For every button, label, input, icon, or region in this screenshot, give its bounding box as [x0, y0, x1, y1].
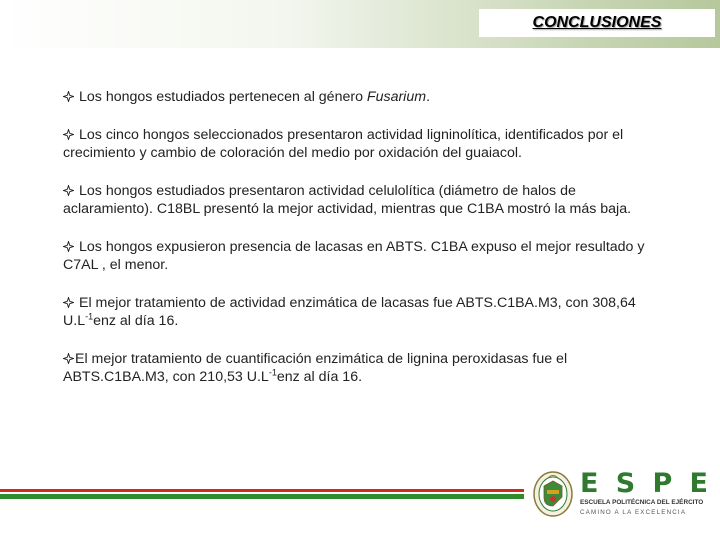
bullet-text: Los cinco hongos seleccionados presentaron actividad ligninolítica, identificados por el crecimiento y cambio de coloración del medio por oxidación del guaiacol. — [63, 126, 624, 161]
bullet-text: El mejor tratamiento de cuantificación enzimática de lignina peroxidasas fue el ABTS.C1BA.M3, con 210,53 U.L — [63, 350, 568, 385]
diamond-bullet-icon — [63, 129, 74, 140]
bullet-text: Los hongos estudiados presentaron actividad celulolítica (diámetro de halos de aclaramiento). C18BL presentó la mejor actividad, mientras que C1BA mostró la más baja. — [63, 182, 632, 217]
logo-institution-name: ESCUELA POLITÉCNICA DEL EJÉRCITO — [580, 499, 704, 506]
diamond-bullet-icon — [63, 241, 74, 252]
superscript: -1 — [85, 311, 94, 322]
footer-stripes — [0, 489, 524, 501]
logo-letter: S — [615, 467, 636, 499]
list-item — [63, 238, 655, 275]
diamond-bullet-icon — [63, 91, 74, 102]
bullet-text: Los hongos expusieron presencia de lacasas en ABTS. C1BA expuso el mejor resultado y C7AL , el menor. — [63, 238, 645, 273]
bullet-text-end: enz al día 16. — [276, 369, 363, 385]
list-item — [63, 350, 655, 387]
list-item — [63, 294, 655, 331]
logo-letter: E — [689, 467, 708, 499]
espe-wordmark — [580, 468, 708, 498]
page-title: CONCLUSIONES — [532, 14, 662, 31]
bullet-text-end: enz al día 16. — [93, 313, 179, 329]
bullet-text-end: . — [426, 89, 431, 105]
title-box — [479, 9, 715, 37]
logo-letter: P — [652, 467, 673, 499]
espe-logo — [530, 466, 715, 522]
university-seal-icon — [532, 470, 574, 518]
list-item — [63, 88, 655, 107]
bullet-italic: Fusarium — [366, 89, 427, 105]
diamond-bullet-icon — [63, 353, 74, 364]
list-item — [63, 182, 655, 219]
green-stripe — [0, 494, 524, 499]
diamond-bullet-icon — [63, 185, 74, 196]
superscript: -1 — [268, 367, 277, 378]
bullet-text: El mejor tratamiento de actividad enzimática de lacasas fue ABTS.C1BA.M3, con 308,64 U.L — [63, 294, 636, 329]
bullet-text: Los hongos estudiados pertenecen al género — [79, 89, 367, 105]
conclusions-list — [63, 88, 655, 406]
diamond-bullet-icon — [63, 297, 74, 308]
logo-letter: E — [580, 467, 599, 499]
logo-motto: CAMINO A LA EXCELENCIA — [580, 509, 687, 516]
list-item — [63, 126, 655, 163]
